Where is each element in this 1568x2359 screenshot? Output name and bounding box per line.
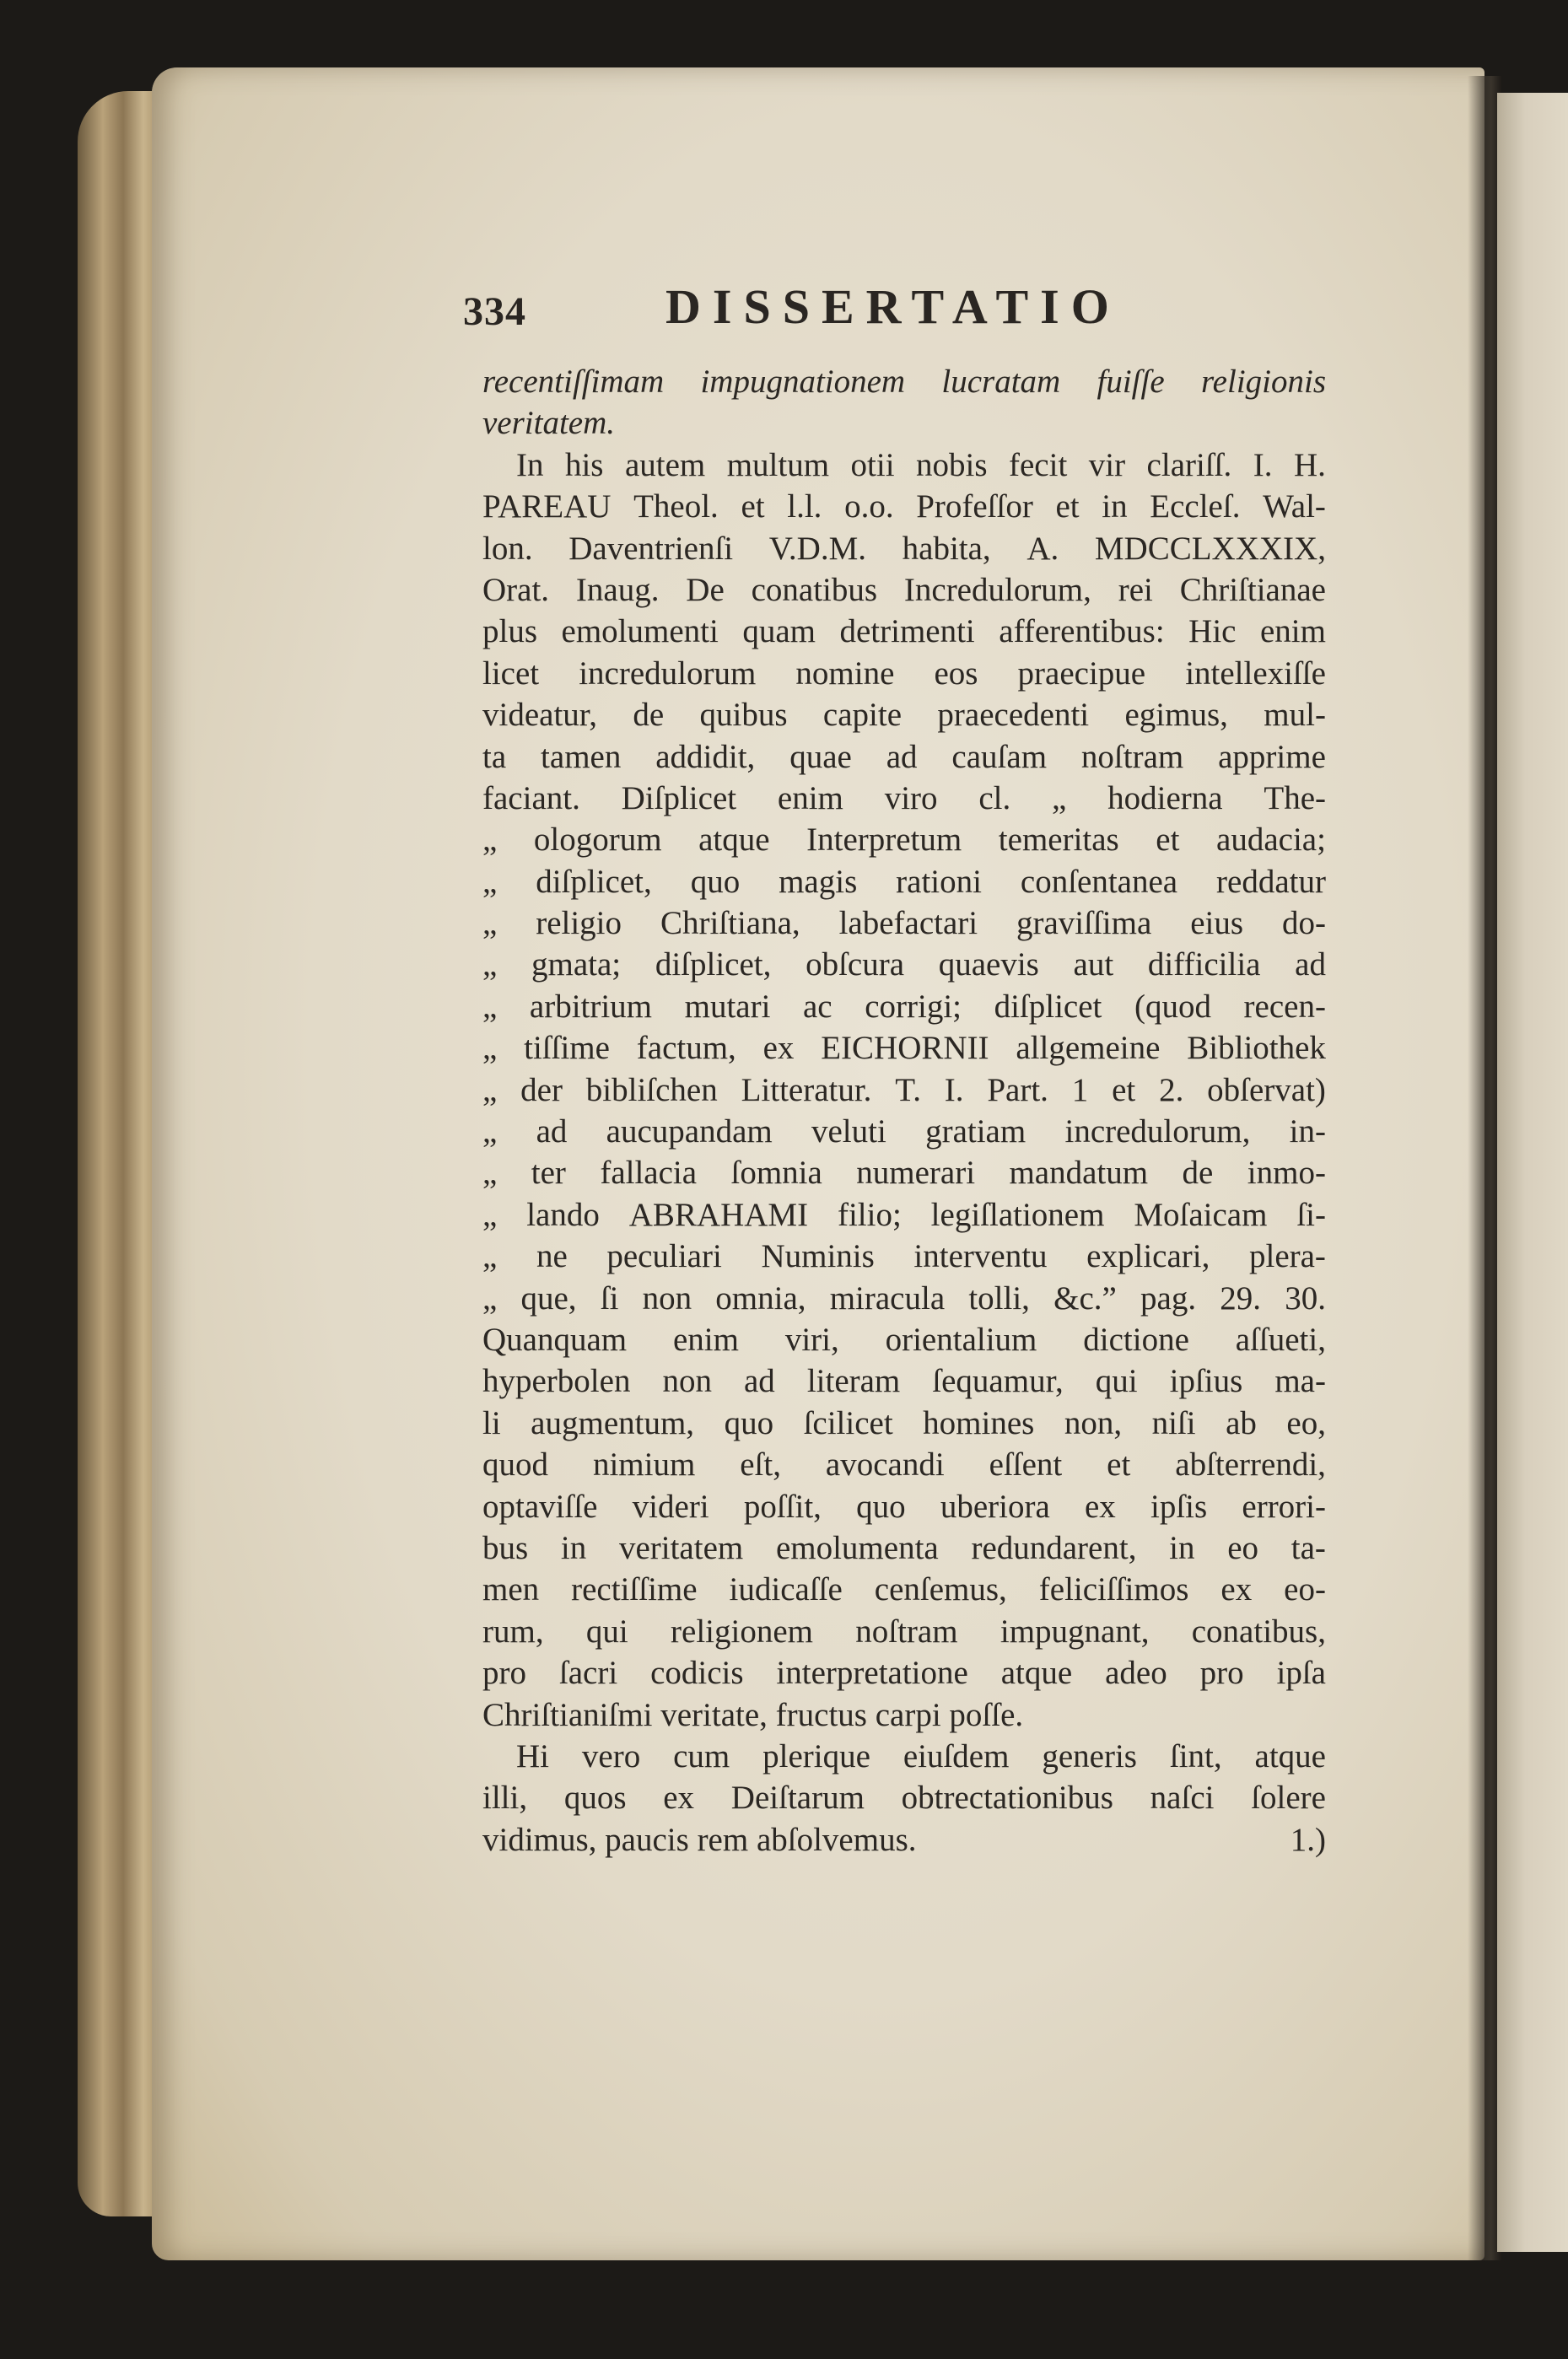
page-title: DISSERTATIO: [665, 279, 1121, 334]
word: gmata;: [531, 946, 622, 983]
word: veritatem: [618, 1529, 744, 1566]
word: codicis: [650, 1655, 744, 1692]
running-head: [463, 278, 1129, 346]
text-line: veritatem.: [482, 405, 616, 442]
word: H.: [1293, 446, 1326, 483]
word: Litteratur.: [741, 1071, 872, 1108]
text-line: [482, 1486, 1326, 1527]
word: Chriſtiana,: [660, 905, 800, 942]
word: rei: [1118, 571, 1153, 608]
word: religio: [536, 905, 622, 942]
word: ter: [531, 1155, 566, 1192]
word: ad: [536, 1113, 568, 1150]
word: mandatum: [1009, 1155, 1149, 1192]
word: quod: [482, 1446, 548, 1484]
word: de: [1182, 1155, 1214, 1192]
word: Incredulorum,: [903, 571, 1091, 608]
word: feliciſſimos: [1038, 1571, 1189, 1608]
word: I.: [944, 1071, 964, 1108]
word: impugnant,: [1000, 1613, 1150, 1650]
word: eo: [1227, 1529, 1259, 1566]
word: aucupandam: [606, 1113, 773, 1150]
word: literam: [806, 1363, 901, 1400]
text-line-final: [482, 1819, 1326, 1861]
word: tamen: [541, 738, 622, 775]
word: fecit: [1009, 446, 1068, 483]
word: apprime: [1218, 738, 1326, 775]
word: addidit,: [655, 738, 756, 775]
word: „: [482, 1279, 498, 1317]
word: et: [1055, 488, 1080, 525]
word: de: [633, 697, 665, 734]
text-line: [482, 1236, 1326, 1277]
word: faciant.: [482, 779, 580, 816]
word: que,: [520, 1279, 577, 1317]
word: dictione: [1083, 1321, 1189, 1358]
word: ſi: [600, 1279, 619, 1317]
text-line: Chriſtianiſmi veritate, fructus carpi poſſe.: [482, 1696, 1024, 1733]
word: eſt,: [740, 1446, 781, 1484]
word: recentiſſimam: [482, 364, 665, 400]
text-line: [482, 569, 1326, 611]
word: gratiam: [925, 1113, 1026, 1150]
text-line: [482, 1652, 1326, 1694]
word: vero: [581, 1737, 641, 1775]
text-line: [482, 1527, 1326, 1569]
word: et: [1107, 1446, 1131, 1484]
word: diſplicet: [994, 988, 1102, 1025]
text-line: [482, 1569, 1326, 1610]
text-line: [482, 653, 1326, 694]
word: labefactari: [838, 905, 978, 942]
word: Theol.: [633, 488, 719, 525]
word: nobis: [916, 446, 988, 483]
word: optaviſſe: [482, 1488, 598, 1525]
word: Part.: [987, 1071, 1048, 1108]
text-line: [482, 444, 1326, 486]
word: allgemeine: [1016, 1030, 1161, 1067]
word: non: [642, 1279, 692, 1317]
word: clariſſ.: [1146, 446, 1232, 483]
text-line: [482, 986, 1326, 1027]
word: ma-: [1274, 1363, 1326, 1400]
word: incredulorum: [579, 654, 757, 692]
word: I.: [1253, 446, 1273, 483]
text-line: [482, 1611, 1326, 1652]
word: quibus: [699, 697, 788, 734]
word: in: [1169, 1529, 1195, 1566]
word: niſi: [1151, 1404, 1196, 1441]
word: Inaug.: [575, 571, 660, 608]
word: plus: [482, 613, 538, 650]
word: fuiſſe: [1097, 364, 1165, 400]
word: ex: [1220, 1571, 1253, 1608]
word: The-: [1264, 779, 1326, 816]
word: interventu: [913, 1238, 1048, 1275]
word: conſentanea: [1020, 863, 1178, 900]
word: vir: [1088, 446, 1126, 483]
word: ABRAHAMI: [628, 1196, 809, 1233]
word: ex: [663, 1780, 695, 1817]
word: ſomnia: [730, 1155, 822, 1192]
word: poſſit,: [743, 1488, 822, 1525]
word: T.: [895, 1071, 921, 1108]
word: graviſſima: [1016, 905, 1152, 942]
word: et: [1112, 1071, 1136, 1108]
word: ab: [1226, 1404, 1257, 1441]
word: viro: [884, 779, 938, 816]
word: li: [482, 1404, 501, 1441]
word: Eccleſ.: [1150, 488, 1241, 525]
word: tiſſime: [524, 1030, 610, 1067]
word: in: [560, 1529, 587, 1566]
word: arbitrium: [529, 988, 653, 1025]
word: iudicaſſe: [729, 1571, 843, 1608]
text-line: [482, 736, 1326, 778]
word: enim: [777, 779, 843, 816]
text-line: [482, 902, 1326, 944]
word: ex: [1084, 1488, 1116, 1525]
word: bus: [482, 1529, 529, 1566]
text-line: [482, 1194, 1326, 1236]
word: ologorum: [533, 821, 662, 859]
word: obſervat): [1207, 1071, 1326, 1108]
word: ad: [1295, 946, 1326, 983]
word: l.l.: [787, 488, 822, 525]
word: factum,: [636, 1030, 736, 1067]
word: eo-: [1284, 1571, 1326, 1608]
word: plera-: [1248, 1238, 1326, 1275]
footnote-marker: 1.): [1290, 1821, 1326, 1858]
word: legiſlationem: [930, 1196, 1105, 1233]
text-line: [482, 944, 1326, 985]
word: hodierna: [1107, 779, 1223, 816]
word: difficilia: [1147, 946, 1261, 983]
word: MDCCLXXXIX,: [1094, 530, 1326, 567]
text-line: [482, 1736, 1326, 1777]
text-line: vidimus, paucis rem abſolvemus.: [482, 1821, 917, 1858]
word: emolumenta: [775, 1529, 939, 1566]
word: bibliſchen: [585, 1071, 718, 1108]
word: filio;: [837, 1196, 902, 1233]
word: homines: [923, 1404, 1035, 1441]
text-line: [482, 1403, 1326, 1444]
word: eiuſdem: [903, 1737, 1010, 1775]
word: licet: [482, 654, 540, 692]
word: rum,: [482, 1613, 544, 1650]
word: qui: [585, 1613, 628, 1650]
word: capite: [822, 697, 903, 734]
word: quos: [563, 1780, 627, 1817]
word: „: [482, 946, 498, 983]
word: 1: [1071, 1071, 1089, 1108]
word: EICHORNII: [821, 1030, 989, 1067]
word: quo: [690, 863, 741, 900]
word: naſci: [1150, 1780, 1215, 1817]
word: autem: [624, 446, 706, 483]
word: interpretatione: [776, 1655, 968, 1692]
text-line: [482, 528, 1326, 569]
text-line: [482, 611, 1326, 652]
word: diſplicet,: [536, 863, 652, 900]
word: ſacri: [558, 1655, 618, 1692]
word: ta-: [1291, 1529, 1326, 1566]
word: eos: [934, 654, 978, 692]
word: temeritas: [998, 821, 1119, 859]
word: atque: [1254, 1737, 1326, 1775]
word: Hic: [1188, 613, 1237, 650]
word: mutari: [684, 988, 771, 1025]
word: ipſius: [1169, 1363, 1243, 1400]
word: lucratam: [941, 364, 1061, 400]
word: A.: [1026, 530, 1059, 567]
word: uberiora: [940, 1488, 1050, 1525]
word: pro: [1199, 1655, 1244, 1692]
word: ſint,: [1169, 1737, 1222, 1775]
word: atque: [1000, 1655, 1073, 1692]
word: &c.”: [1053, 1279, 1117, 1317]
word: egimus,: [1124, 697, 1228, 734]
word: impugnationem: [700, 364, 906, 400]
word: videri: [632, 1488, 709, 1525]
word: multum: [726, 446, 830, 483]
word: quo: [856, 1488, 906, 1525]
word: abſterrendi,: [1175, 1446, 1326, 1484]
word: men: [482, 1571, 540, 1608]
text-line: [482, 1152, 1326, 1193]
page-number: 334: [463, 289, 526, 334]
word: Wal-: [1263, 488, 1326, 525]
word: in-: [1289, 1113, 1326, 1150]
word: recen-: [1243, 988, 1326, 1025]
word: detrimenti: [839, 613, 975, 650]
word: audacia;: [1216, 821, 1326, 859]
text-line: [482, 1360, 1326, 1402]
word: qui: [1095, 1363, 1138, 1400]
book-gutter: [1468, 76, 1501, 2260]
word: do-: [1281, 905, 1326, 942]
word: Hi: [516, 1737, 549, 1775]
word: rationi: [896, 863, 982, 900]
word: aſſueti,: [1235, 1321, 1326, 1358]
word: praecedenti: [937, 697, 1090, 734]
word: mul-: [1264, 697, 1326, 734]
word: De: [686, 571, 725, 608]
word: ta: [482, 738, 507, 775]
word: o.o.: [844, 488, 894, 525]
word: rectiſſime: [571, 1571, 698, 1608]
word: cl.: [978, 779, 1011, 816]
word: cenſemus,: [874, 1571, 1007, 1608]
word: ad: [743, 1363, 775, 1400]
word: nomine: [795, 654, 895, 692]
word: plerique: [762, 1737, 870, 1775]
word: intellexiſſe: [1185, 654, 1326, 692]
word: quo: [724, 1404, 774, 1441]
text-line: [482, 861, 1326, 902]
word: afferentibus:: [999, 613, 1165, 650]
word: viri,: [784, 1321, 839, 1358]
word: 2.: [1159, 1071, 1184, 1108]
word: „: [482, 1196, 498, 1233]
word: lon.: [482, 530, 533, 567]
word: redundarent,: [971, 1529, 1137, 1566]
word: enim: [1259, 613, 1326, 650]
word: ne: [536, 1238, 568, 1275]
word: inmo-: [1247, 1155, 1326, 1192]
word: conatibus,: [1191, 1613, 1326, 1650]
word: V.D.M.: [768, 530, 867, 567]
word: praecipue: [1017, 654, 1146, 692]
word: Diſplicet: [621, 779, 737, 816]
word: Orat.: [482, 571, 550, 608]
word: cauſam: [951, 738, 1048, 775]
text-line: [482, 486, 1326, 527]
body-text: [482, 361, 1326, 1861]
word: pag.: [1140, 1279, 1197, 1317]
word: orientalium: [885, 1321, 1037, 1358]
text-line: [482, 1444, 1326, 1485]
word: ac: [803, 988, 832, 1025]
word: „: [1052, 779, 1067, 816]
word: diſplicet,: [655, 946, 772, 983]
word: „: [482, 1155, 498, 1192]
word: quae: [789, 738, 852, 775]
word: „: [482, 1030, 498, 1067]
word: enim: [672, 1321, 739, 1358]
word: eſſent: [989, 1446, 1063, 1484]
text-line: [482, 694, 1326, 735]
word: videatur,: [482, 697, 597, 734]
word: non,: [1064, 1404, 1123, 1441]
word: „: [482, 1238, 498, 1275]
word: in: [1102, 488, 1128, 525]
word: Bibliothek: [1187, 1030, 1326, 1067]
word: Numinis: [761, 1238, 875, 1275]
word: tolli,: [968, 1279, 1030, 1317]
word: religionis: [1200, 364, 1326, 400]
word: ex: [762, 1030, 795, 1067]
text-line: [482, 1319, 1326, 1360]
word: aut: [1073, 946, 1114, 983]
word: eo,: [1286, 1404, 1326, 1441]
word: „: [482, 821, 498, 859]
word: PAREAU: [482, 488, 612, 525]
word: Moſaicam: [1134, 1196, 1268, 1233]
word: avocandi: [825, 1446, 945, 1484]
word: 30.: [1285, 1279, 1326, 1317]
word: magis: [779, 863, 858, 900]
word: Chriſtianae: [1179, 571, 1326, 608]
word: ſequamur,: [932, 1363, 1064, 1400]
word: noſtram: [855, 1613, 958, 1650]
word: quam: [742, 613, 816, 650]
word: quaevis: [938, 946, 1039, 983]
word: fallacia: [600, 1155, 698, 1192]
word: corrigi;: [865, 988, 962, 1025]
word: generis: [1042, 1737, 1137, 1775]
word: „: [482, 1071, 498, 1108]
text-line: [482, 1278, 1326, 1319]
word: adeo: [1105, 1655, 1167, 1692]
word: obſcura: [806, 946, 905, 983]
word: Interpretum: [806, 821, 962, 859]
word: nimium: [592, 1446, 696, 1484]
word: omnia,: [715, 1279, 806, 1317]
word: noſtram: [1080, 738, 1184, 775]
word: et: [1156, 821, 1180, 859]
text-line: [482, 1069, 1326, 1111]
word: obtrectationibus: [901, 1780, 1113, 1817]
word: habita,: [902, 530, 991, 567]
text-line: [482, 1111, 1326, 1152]
word: emolumenti: [561, 613, 719, 650]
word: augmentum,: [531, 1404, 695, 1441]
word: „: [482, 905, 498, 942]
word: his: [564, 446, 604, 483]
text-line: [482, 361, 1326, 402]
word: Quanquam: [482, 1321, 628, 1358]
word: „: [482, 988, 498, 1025]
word: veluti: [811, 1113, 886, 1150]
word: Daventrienſi: [568, 530, 734, 567]
text-line: [482, 1777, 1326, 1818]
word: „: [482, 863, 498, 900]
word: atque: [698, 821, 770, 859]
word: lando: [526, 1196, 600, 1233]
word: Profeſſor: [916, 488, 1033, 525]
word: otii: [850, 446, 895, 483]
word: (quod: [1134, 988, 1211, 1025]
word: religionem: [671, 1613, 813, 1650]
word: „: [482, 1113, 498, 1150]
facing-page: [1497, 93, 1568, 2252]
word: ſolere: [1251, 1780, 1326, 1817]
word: et: [741, 488, 765, 525]
text-line: [482, 819, 1326, 860]
word: hyperbolen: [482, 1363, 631, 1400]
word: ſi-: [1296, 1196, 1326, 1233]
word: der: [520, 1071, 563, 1108]
word: cum: [673, 1737, 730, 1775]
word: ſcilicet: [803, 1404, 893, 1441]
word: 29.: [1220, 1279, 1262, 1317]
word: miracula: [829, 1279, 946, 1317]
word: incredulorum,: [1064, 1113, 1251, 1150]
word: numerari: [856, 1155, 976, 1192]
text-line: [482, 1027, 1326, 1069]
word: conatibus: [751, 571, 878, 608]
word: errori-: [1242, 1488, 1326, 1525]
word: reddatur: [1216, 863, 1326, 900]
word: ad: [886, 738, 918, 775]
word: In: [516, 446, 544, 483]
word: illi,: [482, 1780, 528, 1817]
word: eius: [1190, 905, 1244, 942]
word: explicari,: [1086, 1238, 1210, 1275]
word: ipſa: [1276, 1655, 1326, 1692]
text-line: [482, 778, 1326, 819]
word: ipſis: [1150, 1488, 1208, 1525]
word: pro: [482, 1655, 526, 1692]
word: peculiari: [606, 1238, 722, 1275]
word: non: [662, 1363, 712, 1400]
word: Deiſtarum: [730, 1780, 865, 1817]
